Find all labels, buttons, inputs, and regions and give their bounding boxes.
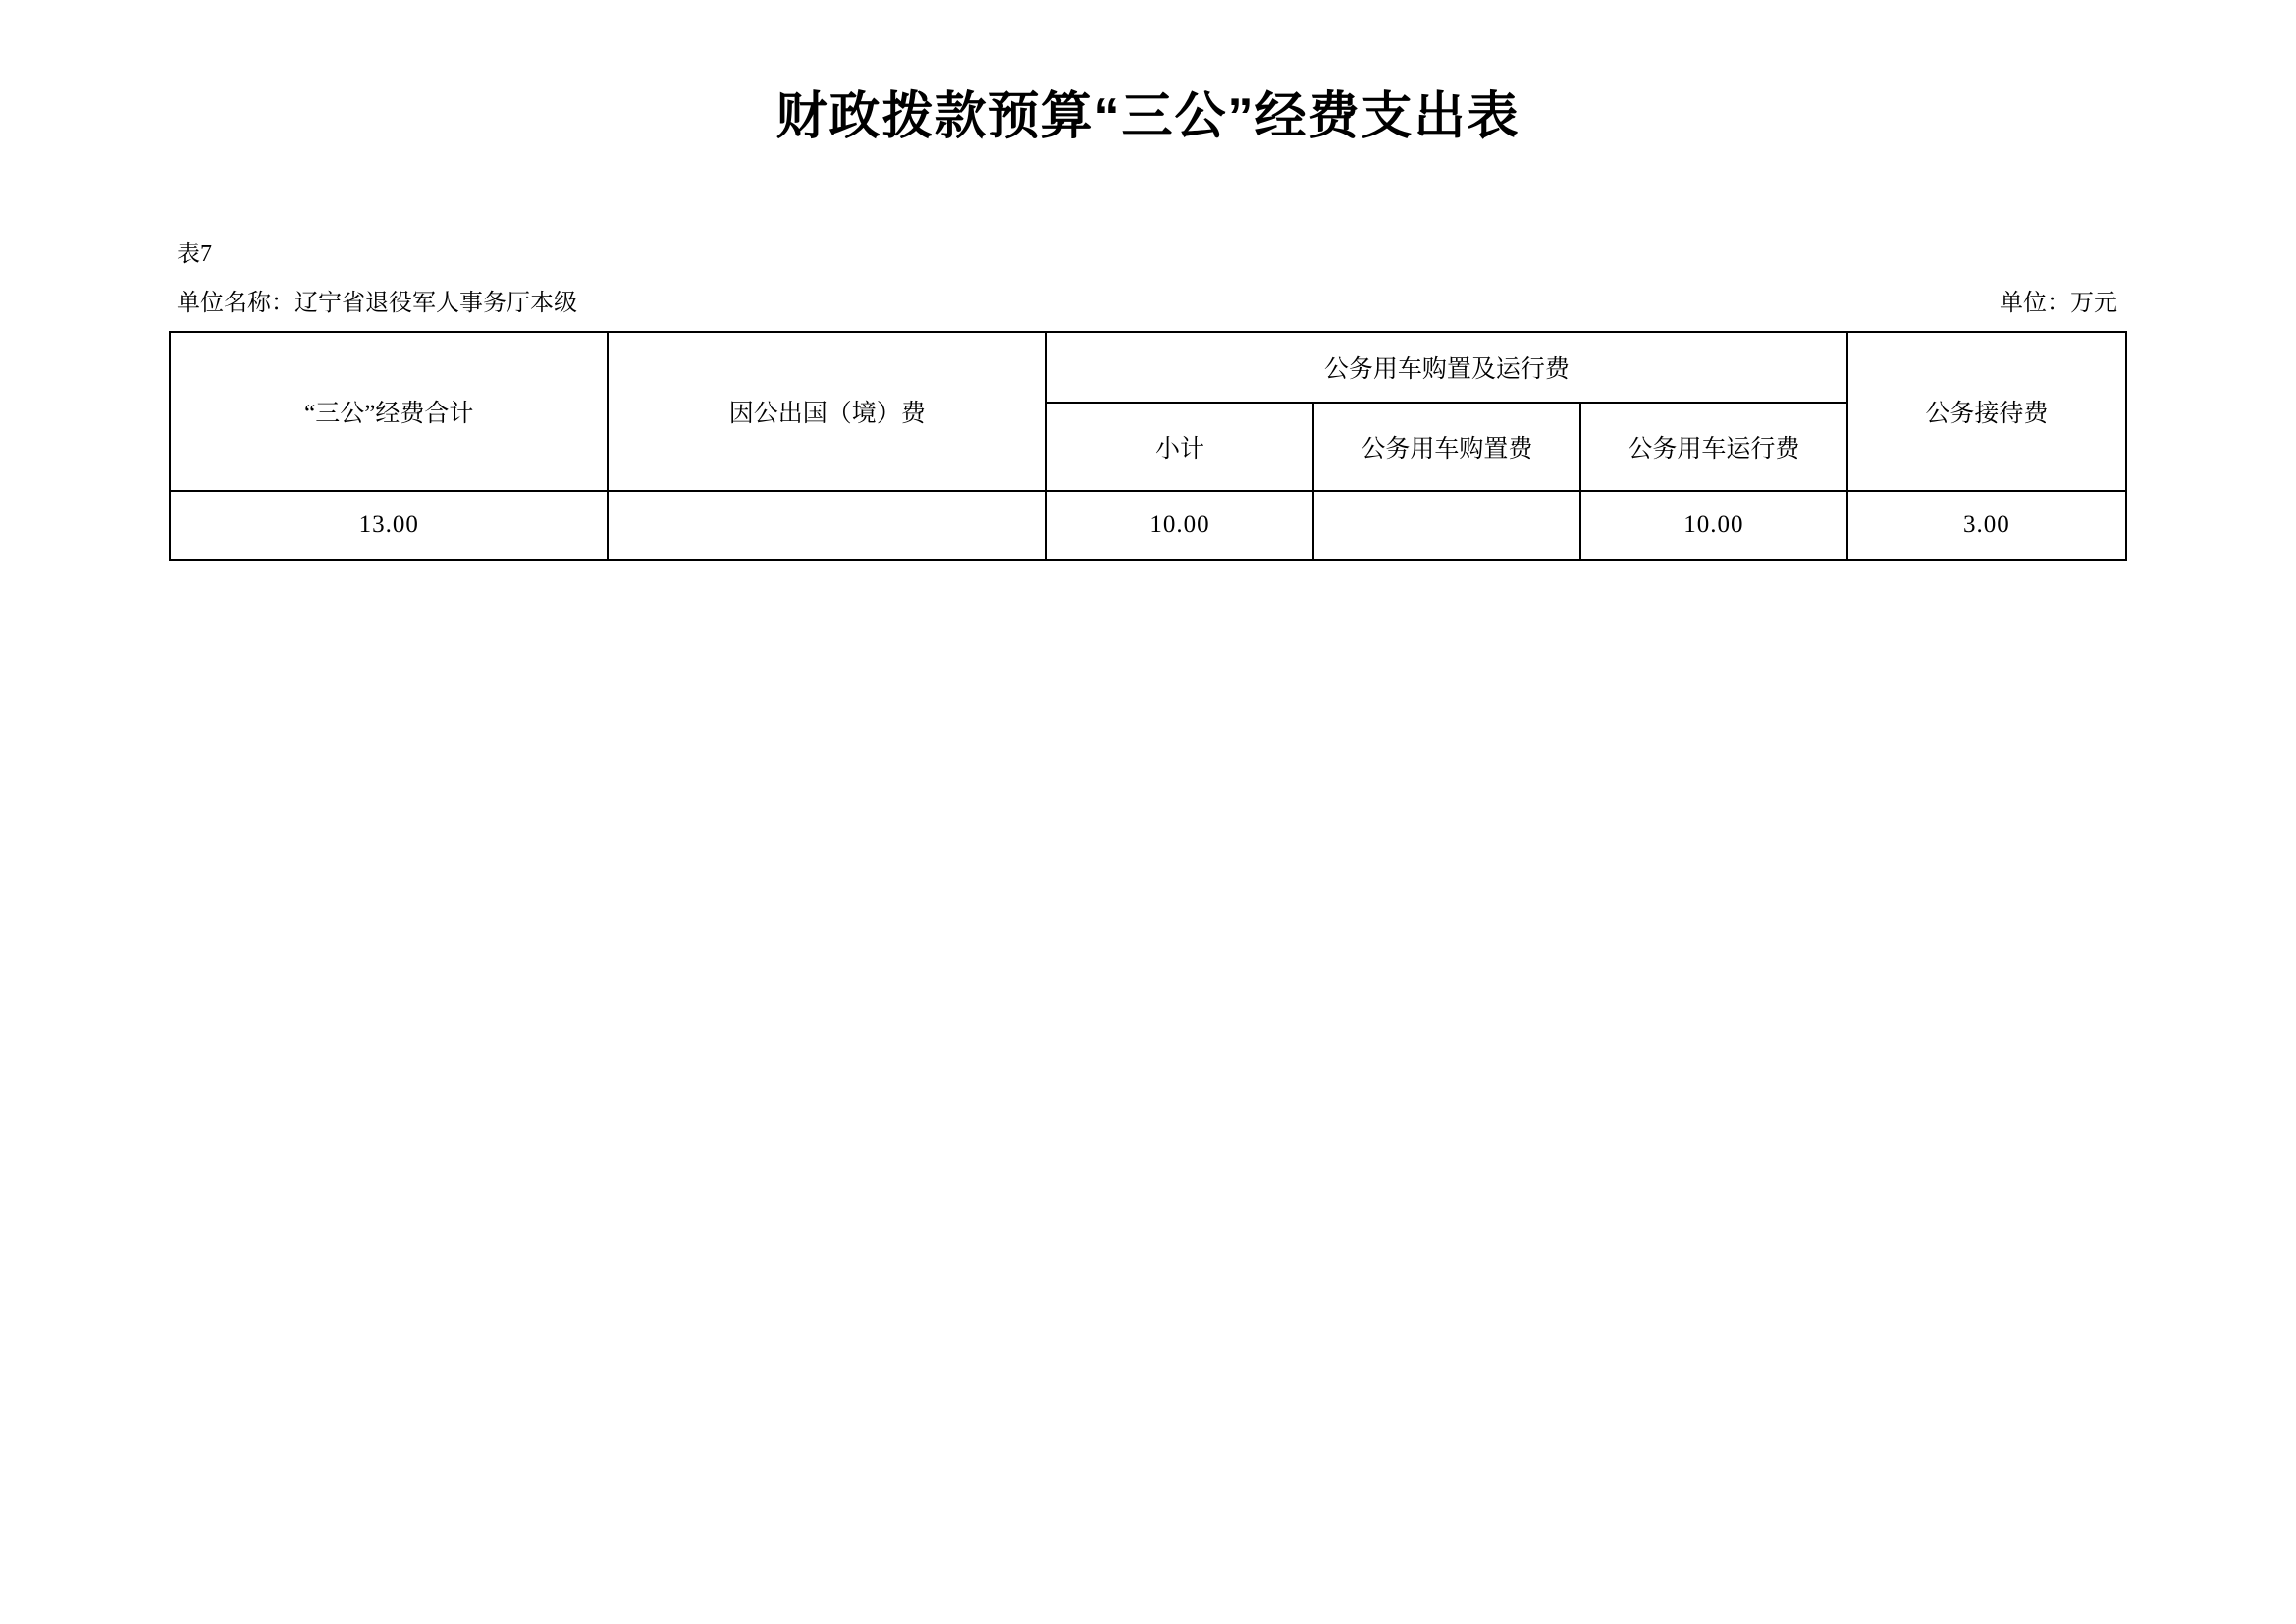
cell-vehicle-operation: 10.00	[1580, 491, 1847, 560]
header-total: “三公”经费合计	[170, 332, 608, 491]
header-vehicle-subtotal: 小计	[1046, 403, 1313, 491]
amount-unit: 单位：万元	[2000, 290, 2117, 316]
budget-table	[169, 331, 2127, 561]
header-hospitality: 公务接待费	[1847, 332, 2126, 491]
meta-row	[169, 286, 2127, 321]
cell-abroad	[608, 491, 1045, 560]
header-abroad: 因公出国（境）费	[608, 332, 1045, 491]
cell-total: 13.00	[170, 491, 608, 560]
document-meta	[169, 147, 2127, 320]
cell-hospitality: 3.00	[1847, 491, 2126, 560]
table-number: 表7	[177, 242, 212, 268]
cell-vehicle-subtotal: 10.00	[1046, 491, 1313, 560]
page-title: 财政拨款预算“三公”经费支出表	[775, 88, 1521, 145]
header-vehicle-purchase: 公务用车购置费	[1313, 403, 1580, 491]
unit-name-value: 辽宁省退役军人事务厅本级	[294, 290, 577, 316]
cell-vehicle-purchase	[1313, 491, 1580, 560]
unit-name-label: 单位名称：	[177, 290, 294, 316]
unit-name	[177, 286, 577, 321]
header-vehicle-operation: 公务用车运行费	[1580, 403, 1847, 491]
header-vehicle-group: 公务用车购置及运行费	[1046, 332, 1847, 403]
table-row	[170, 491, 2126, 560]
table-header-row-1	[170, 332, 2126, 403]
